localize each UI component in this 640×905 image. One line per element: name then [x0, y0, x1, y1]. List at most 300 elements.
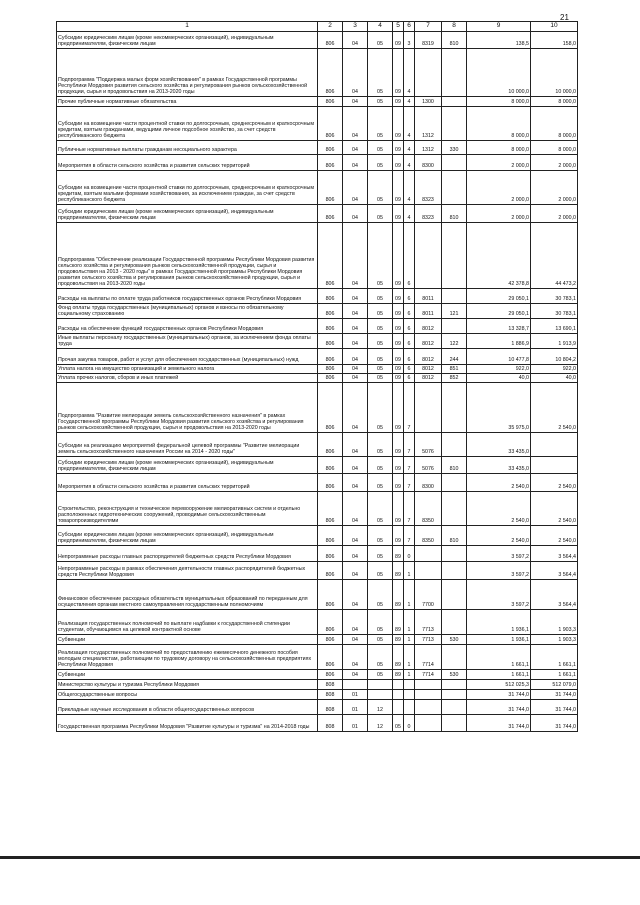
- amount-year-2: 8 000,0: [531, 107, 578, 141]
- code-program: 09: [393, 383, 404, 433]
- code-subprogram: [404, 680, 415, 690]
- code-ministry: 806: [318, 319, 343, 334]
- code-ministry: 806: [318, 141, 343, 155]
- code-expense-type: [442, 49, 467, 97]
- code-ministry: 806: [318, 383, 343, 433]
- code-expense-type: [442, 289, 467, 304]
- budget-table: [56, 21, 578, 732]
- code-subsection: 05: [368, 289, 393, 304]
- code-expense-type: [442, 580, 467, 610]
- table-row: [57, 155, 578, 171]
- code-target: 8012: [415, 349, 442, 365]
- amount-year-1: 3 597,2: [467, 546, 531, 562]
- code-section: 04: [343, 635, 368, 645]
- code-program: 09: [393, 49, 404, 97]
- code-section: 04: [343, 580, 368, 610]
- column-header: 5: [393, 22, 404, 32]
- code-subsection: [368, 690, 393, 700]
- table-row: [57, 700, 578, 715]
- code-subprogram: 6: [404, 374, 415, 383]
- code-expense-type: 121: [442, 304, 467, 319]
- code-target: [415, 690, 442, 700]
- code-section: 04: [343, 97, 368, 107]
- code-ministry: 806: [318, 365, 343, 374]
- code-target: 7700: [415, 580, 442, 610]
- code-target: [415, 680, 442, 690]
- code-target: [415, 700, 442, 715]
- amount-year-1: 2 540,0: [467, 492, 531, 526]
- code-target: 7714: [415, 645, 442, 670]
- code-program: 09: [393, 289, 404, 304]
- code-program: 09: [393, 155, 404, 171]
- code-ministry: 806: [318, 474, 343, 492]
- code-ministry: 806: [318, 32, 343, 49]
- amount-year-1: 1 936,1: [467, 635, 531, 645]
- amount-year-1: 40,0: [467, 374, 531, 383]
- code-subprogram: 6: [404, 289, 415, 304]
- table-row: [57, 97, 578, 107]
- code-section: 04: [343, 433, 368, 457]
- code-program: 09: [393, 492, 404, 526]
- amount-year-1: 8 000,0: [467, 107, 531, 141]
- row-description: Субсидии юридическим лицам (кроме некоммерческих организаций), индивидуальным предпринимателям, физическим лицам: [57, 526, 318, 546]
- amount-year-2: 2 540,0: [531, 383, 578, 433]
- code-expense-type: 810: [442, 32, 467, 49]
- code-ministry: 806: [318, 334, 343, 349]
- code-program: 09: [393, 365, 404, 374]
- code-expense-type: [442, 562, 467, 580]
- row-description: Прочая закупка товаров, работ и услуг для обеспечения государственных (муниципальных) нужд: [57, 349, 318, 365]
- table-row: [57, 715, 578, 732]
- code-section: 01: [343, 715, 368, 732]
- row-description: Субсидии на возмещение части процентной ставки по долгосрочным, среднесрочным и краткосрочным кредитам, взятым гражданами, ведущими личное подсобное хозяйство, за счет средств республиканского бюджета: [57, 107, 318, 141]
- table-row: [57, 289, 578, 304]
- table-row: [57, 374, 578, 383]
- code-subprogram: 6: [404, 334, 415, 349]
- code-subprogram: 4: [404, 141, 415, 155]
- code-ministry: 806: [318, 433, 343, 457]
- row-description: Реализация государственных полномочий по выплате надбавки к государственной стипендии студентам, обучающимся на целевой контрактной основе: [57, 610, 318, 635]
- code-section: 04: [343, 171, 368, 205]
- code-target: 7713: [415, 635, 442, 645]
- table-row: [57, 492, 578, 526]
- row-description: Непрограммные расходы главных распорядителей бюджетных средств Республики Мордовия: [57, 546, 318, 562]
- code-section: 04: [343, 107, 368, 141]
- code-target: 1312: [415, 107, 442, 141]
- code-program: 09: [393, 433, 404, 457]
- code-ministry: 806: [318, 645, 343, 670]
- code-subprogram: 4: [404, 171, 415, 205]
- code-ministry: 806: [318, 304, 343, 319]
- code-program: 89: [393, 635, 404, 645]
- row-description: Расходы на выплаты по оплате труда работников государственных органов Республики Мордовия: [57, 289, 318, 304]
- code-subsection: 05: [368, 433, 393, 457]
- row-description: Субсидии на реализацию мероприятий федеральной целевой программы "Развитие мелиорации земель сельскохозяйственного назначения России на 2014 - 2020 годы": [57, 433, 318, 457]
- code-subsection: 05: [368, 107, 393, 141]
- amount-year-2: 10 000,0: [531, 49, 578, 97]
- code-section: 04: [343, 49, 368, 97]
- code-target: [415, 546, 442, 562]
- row-description: Уплата прочих налогов, сборов и иных платежей: [57, 374, 318, 383]
- code-subprogram: 7: [404, 526, 415, 546]
- code-subprogram: 0: [404, 546, 415, 562]
- amount-year-1: 10 000,0: [467, 49, 531, 97]
- table-row: [57, 349, 578, 365]
- code-expense-type: [442, 715, 467, 732]
- code-section: 04: [343, 205, 368, 223]
- table-row: [57, 526, 578, 546]
- amount-year-2: [531, 433, 578, 457]
- amount-year-2: 2 540,0: [531, 474, 578, 492]
- code-subsection: 05: [368, 526, 393, 546]
- code-program: 09: [393, 205, 404, 223]
- code-program: 05: [393, 715, 404, 732]
- code-subprogram: 1: [404, 580, 415, 610]
- table-row: [57, 670, 578, 680]
- code-subsection: 05: [368, 223, 393, 289]
- code-expense-type: [442, 155, 467, 171]
- row-description: Расходы на обеспечение функций государственных органов Республики Мордовия: [57, 319, 318, 334]
- row-description: Субсидии юридическим лицам (кроме некоммерческих организаций), индивидуальным предпринимателям, физическим лицам: [57, 457, 318, 474]
- table-row: [57, 141, 578, 155]
- code-program: [393, 680, 404, 690]
- amount-year-2: 1 903,3: [531, 635, 578, 645]
- code-target: [415, 383, 442, 433]
- code-expense-type: 852: [442, 374, 467, 383]
- code-section: 04: [343, 155, 368, 171]
- row-description: Государственная программа Республики Мордовия "Развитие культуры и туризма" на 2014-2018 годы: [57, 715, 318, 732]
- code-ministry: 808: [318, 700, 343, 715]
- row-description: Уплата налога на имущество организаций и земельного налога: [57, 365, 318, 374]
- code-program: [393, 690, 404, 700]
- code-expense-type: 122: [442, 334, 467, 349]
- row-description: Общегосударственные вопросы: [57, 690, 318, 700]
- code-ministry: 808: [318, 680, 343, 690]
- code-expense-type: 530: [442, 670, 467, 680]
- amount-year-2: 2 000,0: [531, 171, 578, 205]
- row-description: Подпрограмма "Поддержка малых форм хозяйствования" в рамках Государственной программы Республики Мордовия развития сельского хозяйства и регулирования рынков сельскохозяйственной продукции, сырья и продовольствия на 2013-2020 годы: [57, 49, 318, 97]
- amount-year-1: 922,0: [467, 365, 531, 374]
- amount-year-2: 2 000,0: [531, 155, 578, 171]
- code-program: 09: [393, 457, 404, 474]
- page-number: 21: [560, 13, 569, 22]
- code-ministry: 806: [318, 289, 343, 304]
- code-subprogram: 4: [404, 205, 415, 223]
- table-row: [57, 205, 578, 223]
- code-subprogram: 6: [404, 223, 415, 289]
- column-header: 2: [318, 22, 343, 32]
- amount-year-1: 13 328,7: [467, 319, 531, 334]
- code-expense-type: 810: [442, 526, 467, 546]
- amount-year-1: 33 435,0: [467, 433, 531, 457]
- amount-year-2: 922,0: [531, 365, 578, 374]
- code-subprogram: 4: [404, 97, 415, 107]
- code-subsection: 05: [368, 474, 393, 492]
- code-subsection: [368, 680, 393, 690]
- code-subprogram: 7: [404, 383, 415, 433]
- code-expense-type: [442, 645, 467, 670]
- code-expense-type: [442, 97, 467, 107]
- code-program: 89: [393, 562, 404, 580]
- amount-year-2: 10 804,2: [531, 349, 578, 365]
- code-section: [343, 680, 368, 690]
- code-target: 8300: [415, 474, 442, 492]
- amount-year-1: 138,5: [467, 32, 531, 49]
- code-target: 7714: [415, 670, 442, 680]
- code-expense-type: 330: [442, 141, 467, 155]
- table-row: [57, 433, 578, 457]
- amount-year-2: 40,0: [531, 374, 578, 383]
- code-subprogram: 4: [404, 49, 415, 97]
- code-ministry: 806: [318, 223, 343, 289]
- code-section: 04: [343, 526, 368, 546]
- code-ministry: 806: [318, 492, 343, 526]
- code-program: 09: [393, 32, 404, 49]
- page-bottom-rule: [0, 856, 640, 859]
- code-subsection: 05: [368, 141, 393, 155]
- code-target: 8319: [415, 32, 442, 49]
- amount-year-1: 2 540,0: [467, 474, 531, 492]
- code-expense-type: [442, 680, 467, 690]
- code-subsection: 05: [368, 205, 393, 223]
- code-ministry: 806: [318, 205, 343, 223]
- amount-year-1: 2 000,0: [467, 171, 531, 205]
- column-header: 9: [467, 22, 531, 32]
- column-header: 10: [531, 22, 578, 32]
- code-subprogram: 1: [404, 562, 415, 580]
- code-expense-type: 810: [442, 457, 467, 474]
- code-program: 89: [393, 546, 404, 562]
- code-ministry: 806: [318, 610, 343, 635]
- amount-year-1: 42 378,8: [467, 223, 531, 289]
- code-target: 8011: [415, 289, 442, 304]
- code-section: 04: [343, 383, 368, 433]
- code-program: 09: [393, 304, 404, 319]
- amount-year-1: 29 050,1: [467, 304, 531, 319]
- amount-year-1: 10 477,8: [467, 349, 531, 365]
- code-section: 04: [343, 474, 368, 492]
- code-subsection: 12: [368, 700, 393, 715]
- amount-year-2: 31 744,0: [531, 715, 578, 732]
- code-subsection: 05: [368, 610, 393, 635]
- code-program: 09: [393, 319, 404, 334]
- table-row: [57, 223, 578, 289]
- amount-year-2: 1 661,1: [531, 670, 578, 680]
- table-row: [57, 107, 578, 141]
- code-target: 1312: [415, 141, 442, 155]
- code-expense-type: 244: [442, 349, 467, 365]
- row-description: Прочие публичные нормативные обязательства: [57, 97, 318, 107]
- table-row: [57, 680, 578, 690]
- code-expense-type: [442, 690, 467, 700]
- code-target: 8012: [415, 319, 442, 334]
- amount-year-1: 31 744,0: [467, 700, 531, 715]
- code-ministry: 806: [318, 457, 343, 474]
- code-program: 09: [393, 374, 404, 383]
- amount-year-2: 3 564,4: [531, 562, 578, 580]
- code-expense-type: 851: [442, 365, 467, 374]
- code-ministry: 806: [318, 580, 343, 610]
- code-expense-type: [442, 383, 467, 433]
- code-subsection: 12: [368, 715, 393, 732]
- amount-year-2: 44 473,2: [531, 223, 578, 289]
- table-row: [57, 690, 578, 700]
- code-expense-type: [442, 610, 467, 635]
- code-expense-type: [442, 223, 467, 289]
- code-subprogram: 1: [404, 645, 415, 670]
- code-target: 7713: [415, 610, 442, 635]
- code-subsection: 05: [368, 49, 393, 97]
- amount-year-2: 2 000,0: [531, 205, 578, 223]
- code-subprogram: [404, 700, 415, 715]
- amount-year-1: 33 435,0: [467, 457, 531, 474]
- row-description: Субсидии юридическим лицам (кроме некоммерческих организаций), индивидуальным предпринимателям, физическим лицам: [57, 32, 318, 49]
- column-header: 8: [442, 22, 467, 32]
- amount-year-2: 512 079,0: [531, 680, 578, 690]
- code-subprogram: 0: [404, 715, 415, 732]
- code-ministry: 806: [318, 155, 343, 171]
- amount-year-2: 1 903,3: [531, 610, 578, 635]
- table-row: [57, 49, 578, 97]
- code-subsection: 05: [368, 374, 393, 383]
- code-ministry: 808: [318, 715, 343, 732]
- row-description: Строительство, реконструкция и техническое перевооружение мелиоративных систем и отдельно расположенных гидротехнических сооружений, проводимые сельскохозяйственным товаропроизводителями: [57, 492, 318, 526]
- code-target: 8012: [415, 334, 442, 349]
- code-ministry: 806: [318, 49, 343, 97]
- code-target: 8323: [415, 171, 442, 205]
- code-program: 09: [393, 526, 404, 546]
- code-subsection: 05: [368, 155, 393, 171]
- amount-year-1: 1 661,1: [467, 670, 531, 680]
- code-target: 5076: [415, 433, 442, 457]
- amount-year-1: 3 597,2: [467, 580, 531, 610]
- code-expense-type: [442, 474, 467, 492]
- row-description: Мероприятия в области сельского хозяйства и развития сельских территорий: [57, 155, 318, 171]
- code-section: 01: [343, 690, 368, 700]
- amount-year-1: 1 886,9: [467, 334, 531, 349]
- code-subsection: 05: [368, 383, 393, 433]
- table-row: [57, 319, 578, 334]
- code-expense-type: [442, 492, 467, 526]
- code-ministry: 806: [318, 171, 343, 205]
- amount-year-2: 31 744,0: [531, 690, 578, 700]
- table-row: [57, 645, 578, 670]
- code-target: 8012: [415, 365, 442, 374]
- row-description: Субвенции: [57, 670, 318, 680]
- code-section: 04: [343, 562, 368, 580]
- code-target: [415, 562, 442, 580]
- table-row: [57, 365, 578, 374]
- code-subprogram: 7: [404, 433, 415, 457]
- code-program: 89: [393, 670, 404, 680]
- code-expense-type: [442, 546, 467, 562]
- code-section: 04: [343, 645, 368, 670]
- table-row: [57, 171, 578, 205]
- code-ministry: 806: [318, 546, 343, 562]
- amount-year-1: 1 661,1: [467, 645, 531, 670]
- code-expense-type: [442, 107, 467, 141]
- code-subprogram: 1: [404, 635, 415, 645]
- code-target: 8300: [415, 155, 442, 171]
- code-ministry: 806: [318, 562, 343, 580]
- code-ministry: 806: [318, 526, 343, 546]
- row-description: Субвенции: [57, 635, 318, 645]
- amount-year-2: 158,0: [531, 32, 578, 49]
- code-expense-type: 810: [442, 205, 467, 223]
- code-section: 01: [343, 700, 368, 715]
- row-description: Мероприятия в области сельского хозяйства и развития сельских территорий: [57, 474, 318, 492]
- amount-year-1: 3 597,2: [467, 562, 531, 580]
- code-program: 89: [393, 610, 404, 635]
- code-ministry: 806: [318, 97, 343, 107]
- code-program: 09: [393, 107, 404, 141]
- row-description: Министерство культуры и туризма Республики Мордовия: [57, 680, 318, 690]
- code-subsection: 05: [368, 457, 393, 474]
- row-description: Реализация государственных полномочий по предоставлению ежемесячного денежного пособия молодым специалистам, работающим по трудовому договору на сельскохозяйственных предприятиях Республики Мордовия: [57, 645, 318, 670]
- code-subsection: 05: [368, 645, 393, 670]
- amount-year-2: 1 661,1: [531, 645, 578, 670]
- table-row: [57, 562, 578, 580]
- code-program: 09: [393, 97, 404, 107]
- code-target: 5076: [415, 457, 442, 474]
- row-description: Подпрограмма "Развитие мелиорации земель сельскохозяйственного назначения" в рамках Государственной программы Республики Мордовия развития сельского хозяйства и регулирования рынков сельскохозяйственной продукции, сырья и продовольствия на 2013-2020 годы: [57, 383, 318, 433]
- code-subprogram: 4: [404, 107, 415, 141]
- code-program: 89: [393, 580, 404, 610]
- code-ministry: 808: [318, 690, 343, 700]
- amount-year-2: 8 000,0: [531, 141, 578, 155]
- amount-year-1: 8 000,0: [467, 141, 531, 155]
- code-program: [393, 700, 404, 715]
- code-subsection: 05: [368, 304, 393, 319]
- column-header: 4: [368, 22, 393, 32]
- code-section: 04: [343, 546, 368, 562]
- code-section: 04: [343, 457, 368, 474]
- code-program: 09: [393, 141, 404, 155]
- code-target: 1300: [415, 97, 442, 107]
- row-description: Непрограммные расходы в рамках обеспечения деятельности главных распорядителей бюджетных средств Республики Мордовия: [57, 562, 318, 580]
- amount-year-2: 13 690,1: [531, 319, 578, 334]
- code-target: [415, 49, 442, 97]
- amount-year-2: 1 913,9: [531, 334, 578, 349]
- code-ministry: 806: [318, 349, 343, 365]
- code-subsection: 05: [368, 365, 393, 374]
- code-section: 04: [343, 365, 368, 374]
- code-section: 04: [343, 374, 368, 383]
- table-row: [57, 383, 578, 433]
- code-section: 04: [343, 610, 368, 635]
- code-target: 8323: [415, 205, 442, 223]
- table-row: [57, 32, 578, 49]
- code-target: 8350: [415, 526, 442, 546]
- code-expense-type: 530: [442, 635, 467, 645]
- code-ministry: 806: [318, 107, 343, 141]
- code-target: 8011: [415, 304, 442, 319]
- code-subprogram: 7: [404, 474, 415, 492]
- code-subprogram: 1: [404, 670, 415, 680]
- code-subsection: 05: [368, 32, 393, 49]
- code-section: 04: [343, 492, 368, 526]
- code-subsection: 05: [368, 171, 393, 205]
- code-subprogram: 6: [404, 304, 415, 319]
- table-header-row: [57, 22, 578, 32]
- code-program: 09: [393, 171, 404, 205]
- table-row: [57, 546, 578, 562]
- column-header: 1: [57, 22, 318, 32]
- code-section: 04: [343, 304, 368, 319]
- amount-year-2: 2 540,0: [531, 526, 578, 546]
- row-description: Подпрограмма "Обеспечение реализации Государственной программы Республики Мордовия развития сельского хозяйства и регулирования рынков сельскохозяйственной продукции, сырья и продовольствия на 2013 - 2020 годы" в рамках Государственной программы Республики Мордовия развития сельского хозяйства и регулирования рынков сельскохозяйственной продукции, сырья и продовольствия на 2013-2020 годы: [57, 223, 318, 289]
- code-subprogram: 7: [404, 457, 415, 474]
